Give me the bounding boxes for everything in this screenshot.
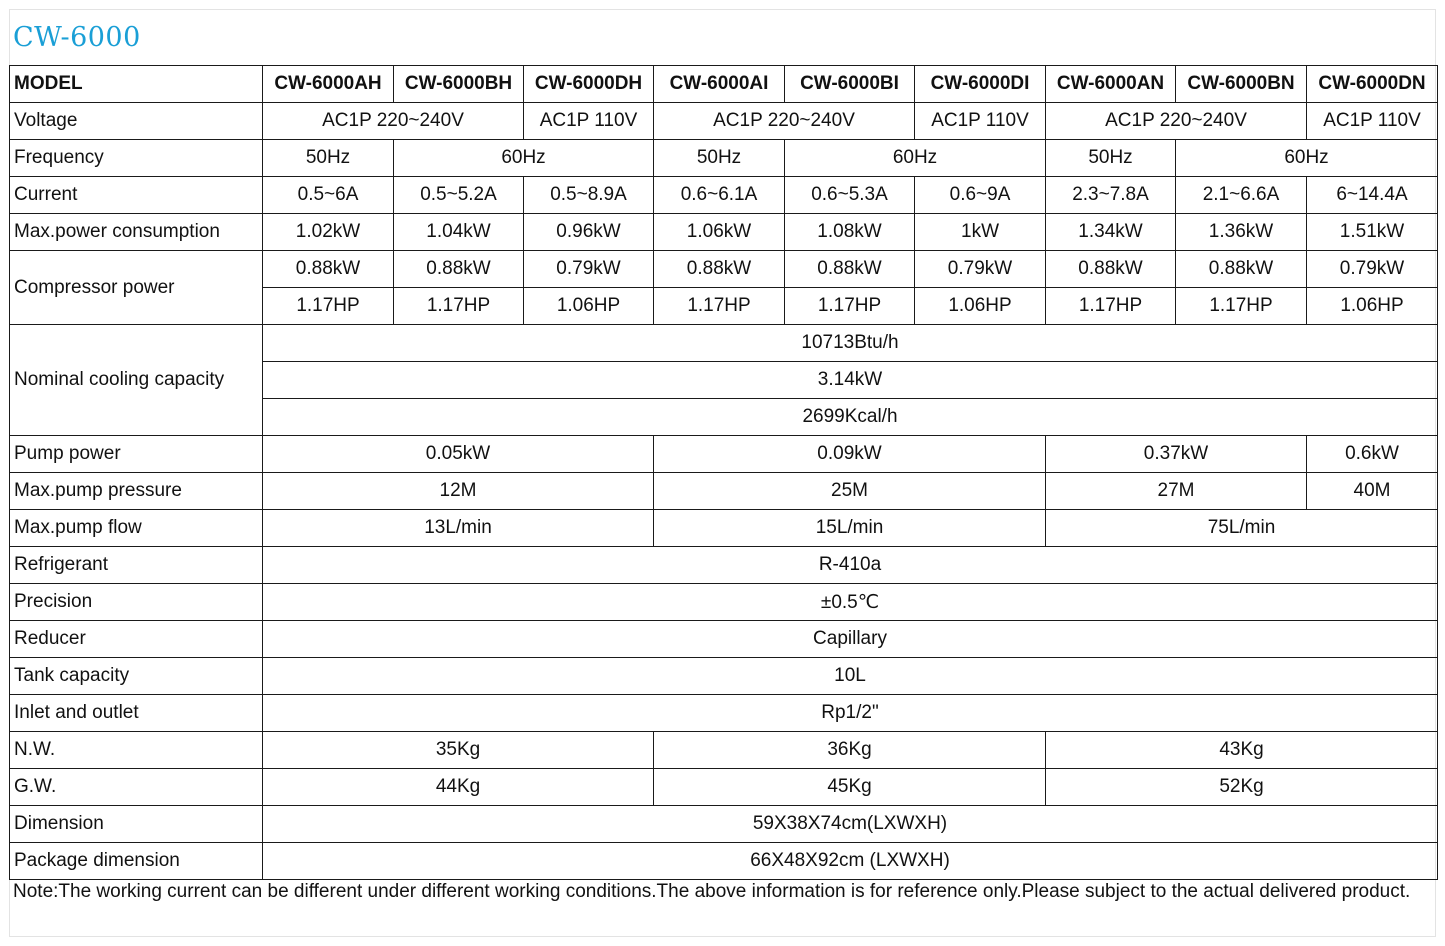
inlet-value: Rp1/2" bbox=[263, 695, 1438, 732]
row-precision bbox=[10, 584, 1438, 621]
row-max-power bbox=[10, 214, 1438, 251]
voltage-value: AC1P 110V bbox=[1307, 103, 1438, 140]
compressor-kw-value: 0.88kW bbox=[654, 251, 785, 288]
model-name: CW-6000DH bbox=[524, 66, 654, 103]
frequency-value: 60Hz bbox=[785, 140, 1046, 177]
label-dimension: Dimension bbox=[10, 806, 263, 843]
voltage-value: AC1P 110V bbox=[915, 103, 1046, 140]
label-voltage: Voltage bbox=[10, 103, 263, 140]
max-power-value: 1.06kW bbox=[654, 214, 785, 251]
label-inlet: Inlet and outlet bbox=[10, 695, 263, 732]
gw-value: 44Kg bbox=[263, 769, 654, 806]
max-power-value: 1.04kW bbox=[394, 214, 524, 251]
label-refrigerant: Refrigerant bbox=[10, 547, 263, 584]
label-frequency: Frequency bbox=[10, 140, 263, 177]
model-name: CW-6000AI bbox=[654, 66, 785, 103]
label-nw: N.W. bbox=[10, 732, 263, 769]
pump-flow-value: 15L/min bbox=[654, 510, 1046, 547]
compressor-hp-value: 1.06HP bbox=[524, 288, 654, 325]
current-value: 6~14.4A bbox=[1307, 177, 1438, 214]
voltage-value: AC1P 220~240V bbox=[654, 103, 915, 140]
current-value: 0.5~5.2A bbox=[394, 177, 524, 214]
current-value: 0.6~5.3A bbox=[785, 177, 915, 214]
pump-pressure-value: 25M bbox=[654, 473, 1046, 510]
row-reducer bbox=[10, 621, 1438, 658]
current-value: 2.3~7.8A bbox=[1046, 177, 1176, 214]
label-pump-flow: Max.pump flow bbox=[10, 510, 263, 547]
row-cooling-btu bbox=[10, 325, 1438, 362]
model-name: CW-6000BI bbox=[785, 66, 915, 103]
frequency-value: 60Hz bbox=[394, 140, 654, 177]
pump-pressure-value: 12M bbox=[263, 473, 654, 510]
current-value: 2.1~6.6A bbox=[1176, 177, 1307, 214]
model-name: CW-6000BH bbox=[394, 66, 524, 103]
max-power-value: 1.34kW bbox=[1046, 214, 1176, 251]
pump-power-value: 0.37kW bbox=[1046, 436, 1307, 473]
gw-value: 52Kg bbox=[1046, 769, 1438, 806]
gw-value: 45Kg bbox=[654, 769, 1046, 806]
row-frequency bbox=[10, 140, 1438, 177]
max-power-value: 1.36kW bbox=[1176, 214, 1307, 251]
model-name: CW-6000DN bbox=[1307, 66, 1438, 103]
row-pump-flow bbox=[10, 510, 1438, 547]
cooling-btu-value: 10713Btu/h bbox=[263, 325, 1438, 362]
compressor-kw-value: 0.88kW bbox=[1176, 251, 1307, 288]
refrigerant-value: R-410a bbox=[263, 547, 1438, 584]
label-max-power: Max.power consumption bbox=[10, 214, 263, 251]
frequency-value: 50Hz bbox=[1046, 140, 1176, 177]
row-current bbox=[10, 177, 1438, 214]
row-pump-pressure bbox=[10, 473, 1438, 510]
model-name: CW-6000DI bbox=[915, 66, 1046, 103]
voltage-value: AC1P 220~240V bbox=[1046, 103, 1307, 140]
spec-table bbox=[9, 65, 1438, 880]
row-model bbox=[10, 66, 1438, 103]
compressor-hp-value: 1.17HP bbox=[1176, 288, 1307, 325]
frequency-value: 50Hz bbox=[263, 140, 394, 177]
compressor-hp-value: 1.17HP bbox=[394, 288, 524, 325]
max-power-value: 1.51kW bbox=[1307, 214, 1438, 251]
model-name: CW-6000AN bbox=[1046, 66, 1176, 103]
row-tank bbox=[10, 658, 1438, 695]
compressor-kw-value: 0.79kW bbox=[1307, 251, 1438, 288]
compressor-hp-value: 1.17HP bbox=[263, 288, 394, 325]
frequency-value: 60Hz bbox=[1176, 140, 1438, 177]
label-pump-power: Pump power bbox=[10, 436, 263, 473]
pump-power-value: 0.09kW bbox=[654, 436, 1046, 473]
label-reducer: Reducer bbox=[10, 621, 263, 658]
label-pump-pressure: Max.pump pressure bbox=[10, 473, 263, 510]
cooling-kcal-value: 2699Kcal/h bbox=[263, 399, 1438, 436]
label-current: Current bbox=[10, 177, 263, 214]
pump-pressure-value: 40M bbox=[1307, 473, 1438, 510]
voltage-value: AC1P 110V bbox=[524, 103, 654, 140]
nw-value: 36Kg bbox=[654, 732, 1046, 769]
label-cooling: Nominal cooling capacity bbox=[10, 325, 263, 436]
package-value: 66X48X92cm (LXWXH) bbox=[263, 843, 1438, 880]
tank-value: 10L bbox=[263, 658, 1438, 695]
row-package bbox=[10, 843, 1438, 880]
precision-value: ±0.5℃ bbox=[263, 584, 1438, 621]
max-power-value: 0.96kW bbox=[524, 214, 654, 251]
row-dimension bbox=[10, 806, 1438, 843]
row-nw bbox=[10, 732, 1438, 769]
frequency-value: 50Hz bbox=[654, 140, 785, 177]
row-voltage bbox=[10, 103, 1438, 140]
max-power-value: 1kW bbox=[915, 214, 1046, 251]
reducer-value: Capillary bbox=[263, 621, 1438, 658]
label-precision: Precision bbox=[10, 584, 263, 621]
nw-value: 43Kg bbox=[1046, 732, 1438, 769]
compressor-hp-value: 1.17HP bbox=[654, 288, 785, 325]
label-package: Package dimension bbox=[10, 843, 263, 880]
compressor-hp-value: 1.06HP bbox=[915, 288, 1046, 325]
cooling-kw-value: 3.14kW bbox=[263, 362, 1438, 399]
compressor-kw-value: 0.88kW bbox=[394, 251, 524, 288]
compressor-hp-value: 1.17HP bbox=[1046, 288, 1176, 325]
max-power-value: 1.08kW bbox=[785, 214, 915, 251]
label-model: MODEL bbox=[10, 66, 263, 103]
compressor-kw-value: 0.88kW bbox=[263, 251, 394, 288]
label-compressor: Compressor power bbox=[10, 251, 263, 325]
current-value: 0.5~8.9A bbox=[524, 177, 654, 214]
dimension-value: 59X38X74cm(LXWXH) bbox=[263, 806, 1438, 843]
pump-pressure-value: 27M bbox=[1046, 473, 1307, 510]
compressor-hp-value: 1.06HP bbox=[1307, 288, 1438, 325]
compressor-kw-value: 0.88kW bbox=[1046, 251, 1176, 288]
pump-flow-value: 75L/min bbox=[1046, 510, 1438, 547]
model-name: CW-6000AH bbox=[263, 66, 394, 103]
nw-value: 35Kg bbox=[263, 732, 654, 769]
current-value: 0.6~6.1A bbox=[654, 177, 785, 214]
compressor-kw-value: 0.79kW bbox=[524, 251, 654, 288]
row-gw bbox=[10, 769, 1438, 806]
compressor-hp-value: 1.17HP bbox=[785, 288, 915, 325]
page-title: CW-6000 bbox=[13, 22, 141, 53]
row-compressor-kw bbox=[10, 251, 1438, 288]
pump-power-value: 0.6kW bbox=[1307, 436, 1438, 473]
compressor-kw-value: 0.88kW bbox=[785, 251, 915, 288]
pump-flow-value: 13L/min bbox=[263, 510, 654, 547]
row-pump-power bbox=[10, 436, 1438, 473]
current-value: 0.6~9A bbox=[915, 177, 1046, 214]
voltage-value: AC1P 220~240V bbox=[263, 103, 524, 140]
model-name: CW-6000BN bbox=[1176, 66, 1307, 103]
row-refrigerant bbox=[10, 547, 1438, 584]
label-gw: G.W. bbox=[10, 769, 263, 806]
compressor-kw-value: 0.79kW bbox=[915, 251, 1046, 288]
label-tank: Tank capacity bbox=[10, 658, 263, 695]
row-inlet bbox=[10, 695, 1438, 732]
footnote: Note:The working current can be different under different working conditions.The above information is for reference only.Please subject to the actual delivered product. bbox=[13, 881, 1411, 902]
current-value: 0.5~6A bbox=[263, 177, 394, 214]
max-power-value: 1.02kW bbox=[263, 214, 394, 251]
pump-power-value: 0.05kW bbox=[263, 436, 654, 473]
